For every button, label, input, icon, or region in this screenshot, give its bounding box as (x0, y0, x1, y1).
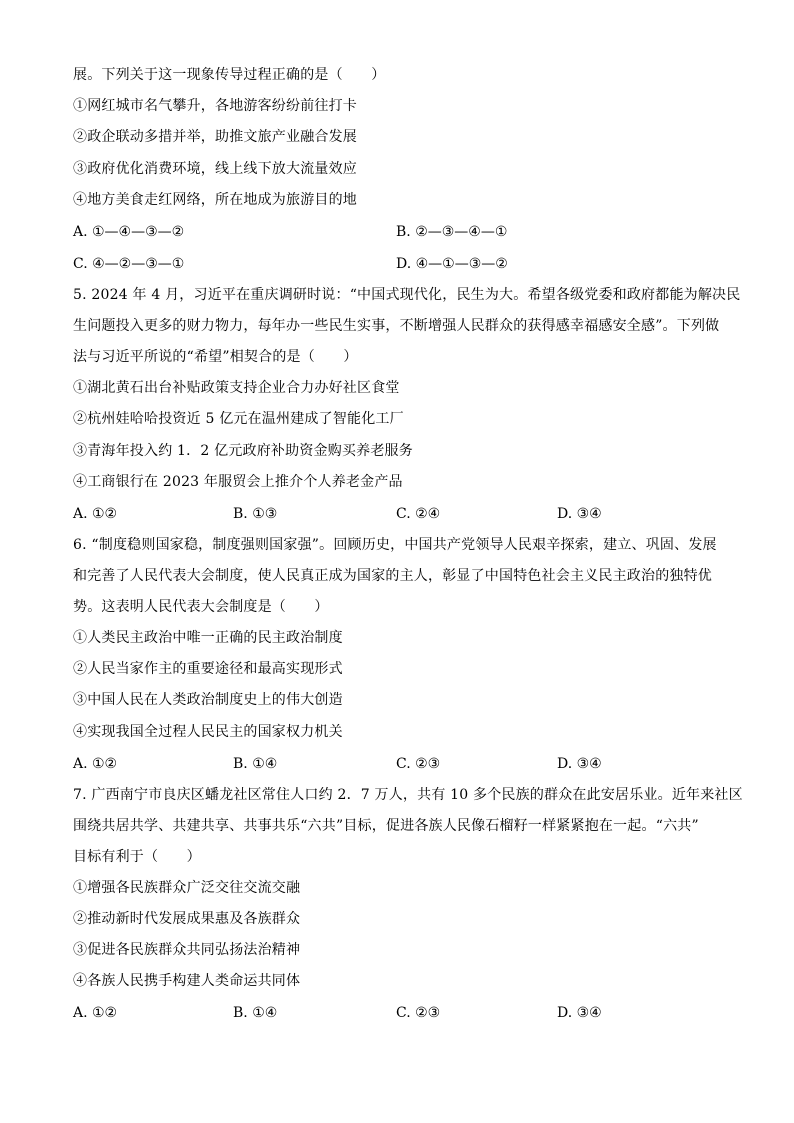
q7-stem-line-3: 目标有利于（ ） (73, 849, 201, 865)
q5-stem-line-3: 法与习近平所说的“希望”相契合的是（ ） (73, 349, 358, 365)
q5-stem-line-2: 生问题投入更多的财力物力，每年办一些民生实事，不断增强人民群众的获得感幸福感安全感”。下列做 (73, 318, 720, 334)
q6-option-a: A. ①② (73, 756, 118, 772)
q5-item-1: ①湖北黄石出台补贴政策支持企业合力办好社区食堂 (73, 380, 400, 396)
q5-item-4: ④工商银行在 2023 年服贸会上推介个人养老金产品 (73, 474, 403, 490)
q7-option-a: A. ①② (73, 1005, 118, 1021)
q5-item-2: ②杭州娃哈哈投资近 5 亿元在温州建成了智能化工厂 (73, 411, 404, 427)
q5-item-3: ③青海年投入约 1．2 亿元政府补助资金购买养老服务 (73, 443, 413, 459)
q6-stem-line-2: 和完善了人民代表大会制度，使人民真正成为国家的主人，彰显了中国特色社会主义民主政治的独特优 (73, 568, 712, 584)
q7-item-2: ②推动新时代发展成果惠及各族群众 (73, 911, 301, 927)
q7-item-3: ③促进各民族群众共同弘扬法治精神 (73, 942, 301, 958)
q5-stem-line-1: 5. 2024 年 4 月，习近平在重庆调研时说：“中国式现代化，民生为大。希望各级党委和政府都能为解决民 (73, 287, 741, 303)
q5-option-c: C. ②④ (396, 506, 441, 522)
q7-option-d: D. ③④ (557, 1005, 602, 1021)
q4-item-2: ②政企联动多措并举，助推文旅产业融合发展 (73, 129, 357, 145)
q7-item-4: ④各族人民携手构建人类命运共同体 (73, 973, 301, 989)
q6-stem-line-1: 6. “制度稳则国家稳，制度强则国家强”。回顾历史，中国共产党领导人民艰辛探索，建立、巩固、发展 (73, 537, 717, 553)
q6-option-b: B. ①④ (233, 756, 278, 772)
q6-option-d: D. ③④ (557, 756, 602, 772)
q6-item-2: ②人民当家作主的重要途径和最高实现形式 (73, 661, 343, 677)
q4-option-b: B. ②—③—④—① (396, 224, 508, 240)
q7-option-c: C. ②③ (396, 1005, 441, 1021)
q7-stem-line-1: 7. 广西南宁市良庆区蟠龙社区常住人口约 2．7 万人，共有 10 多个民族的群众在此安居乐业。近年来社区 (73, 787, 743, 803)
q4-option-c: C. ④—②—③—① (73, 256, 185, 272)
q4-item-4: ④地方美食走红网络，所在地成为旅游目的地 (73, 192, 357, 208)
q6-item-1: ①人类民主政治中唯一正确的民主政治制度 (73, 630, 343, 646)
q4-option-a: A. ①—④—③—② (73, 224, 185, 240)
q5-option-d: D. ③④ (557, 506, 602, 522)
q6-stem-line-3: 势。这表明人民代表大会制度是（ ） (73, 599, 329, 615)
q4-item-3: ③政府优化消费环境，线上线下放大流量效应 (73, 161, 357, 177)
q6-item-4: ④实现我国全过程人民民主的国家权力机关 (73, 724, 343, 740)
q5-option-a: A. ①② (73, 506, 118, 522)
q6-item-3: ③中国人民在人类政治制度史上的伟大创造 (73, 692, 343, 708)
q7-stem-line-2: 围绕共居共学、共建共享、共事共乐“六共”目标，促进各族人民像石榴籽一样紧紧抱在一起。“六共” (73, 818, 699, 834)
q7-option-b: B. ①④ (233, 1005, 278, 1021)
q7-item-1: ①增强各民族群众广泛交往交流交融 (73, 880, 301, 896)
q4-item-1: ①网红城市名气攀升，各地游客纷纷前往打卡 (73, 98, 357, 114)
q4-stem-tail: 展。下列关于这一现象传导过程正确的是（ ） (73, 67, 386, 83)
q5-option-b: B. ①③ (233, 506, 278, 522)
q6-option-c: C. ②③ (396, 756, 441, 772)
q4-option-d: D. ④—①—③—② (396, 256, 508, 272)
